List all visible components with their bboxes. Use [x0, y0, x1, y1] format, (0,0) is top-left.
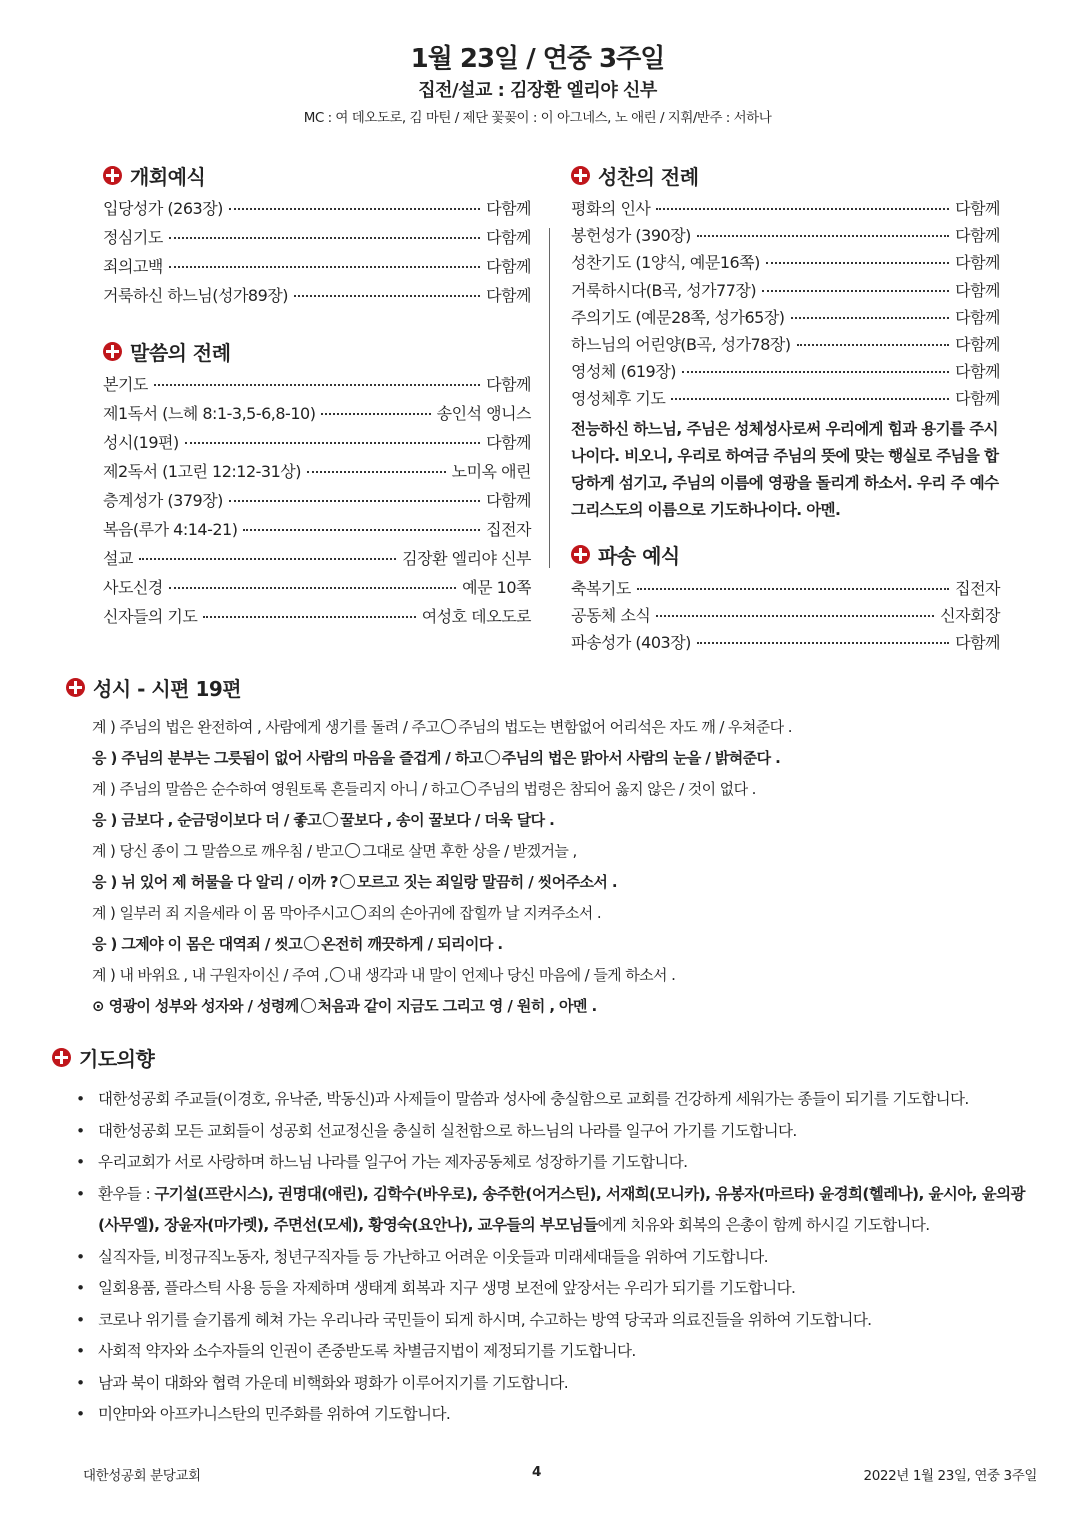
order-row [571, 332, 1000, 359]
dot-leader [139, 558, 396, 560]
order-item-person: 다함께 [486, 491, 531, 510]
order-item-person: 다함께 [955, 334, 1000, 354]
order-row [103, 283, 531, 312]
order-item-label: 층계성가 (379장) [103, 491, 223, 510]
dot-leader [697, 235, 949, 237]
order-list [571, 576, 1000, 658]
order-item-label: 영성체 (619장) [571, 362, 676, 382]
order-row [571, 223, 1000, 250]
order-list [103, 372, 531, 633]
psalm-line-second-half: 내 생각과 내 말이 언제나 당신 마음에 / 들게 하소서 . [347, 966, 676, 984]
intentions-heading [52, 1040, 1027, 1074]
intentions-section [52, 1040, 1027, 1431]
dot-leader [243, 529, 480, 531]
order-item-label: 죄의고백 [103, 257, 163, 276]
cross-icon [103, 166, 122, 185]
dot-leader [671, 398, 949, 400]
dot-leader [229, 208, 480, 210]
psalm-heading-label: 성시 - 시편 19편 [93, 676, 242, 701]
order-item-person: 다함께 [486, 433, 531, 452]
order-item-label: 입당성가 (263장) [103, 199, 223, 218]
intention-text: 에게 치유와 회복의 은총이 함께 하시길 기도합니다. [597, 1216, 930, 1234]
order-row [571, 603, 1000, 630]
dot-leader [682, 371, 949, 373]
order-item-label: 하느님의 어린양(B곡, 성가78장) [571, 334, 791, 354]
order-row [571, 196, 1000, 223]
psalm-line-first-half: 계 ) 주님의 말씀은 순수하여 영원토록 흔들리지 아니 / 하고 [92, 780, 459, 798]
page-title: 1월 23일 / 연중 3주일 [410, 44, 665, 74]
pause-circle-icon [304, 936, 319, 951]
order-item-label: 봉헌성가 (390장) [571, 226, 691, 246]
dot-leader [307, 471, 446, 473]
order-item-label: 설교 [103, 549, 133, 568]
cross-icon [52, 1048, 71, 1067]
order-row [103, 575, 531, 604]
psalm-line-first-half: 계 ) 주님의 법은 완전하여 , 사람에게 생기를 돌려 / 주고 [92, 718, 440, 736]
cross-icon [66, 678, 85, 697]
intention-item [52, 1242, 1027, 1274]
order-item-person: 다함께 [486, 286, 531, 305]
dot-leader [169, 587, 456, 589]
pause-circle-icon [330, 967, 345, 982]
order-row [571, 576, 1000, 603]
order-item-label: 평화의 인사 [571, 199, 651, 218]
order-item-label: 거룩하시다(B곡, 성가77장) [571, 280, 757, 300]
dot-leader [797, 344, 950, 346]
psalm-line-first-half: ⊙ 영광이 성부와 성자와 / 성령께 [92, 997, 299, 1015]
psalm-line [92, 712, 1026, 743]
order-item-label: 제2독서 (1고린 12:12-31상) [103, 462, 301, 481]
psalm-line-first-half: 응 ) 그제야 이 몸은 대역죄 / 씻고 [92, 935, 303, 953]
intention-text: 실직자들, 비정규직노동자, 청년구직자들 등 가난하고 어려운 이웃들과 미래세대들을 위하여 기도합니다. [98, 1247, 768, 1266]
order-item-label: 본기도 [103, 375, 148, 394]
cross-icon [571, 545, 590, 564]
dot-leader [229, 500, 480, 502]
order-item-person: 집전자 [486, 520, 531, 539]
order-row [103, 225, 531, 254]
intention-prefix: 환우들 : [98, 1184, 155, 1203]
psalm-section [66, 670, 1026, 1022]
order-item-person: 신자회장 [940, 605, 1000, 625]
cross-icon [103, 342, 122, 361]
psalm-lines [92, 712, 1026, 1022]
intention-item [52, 1084, 1027, 1116]
order-item-person: 송인석 앵니스 [436, 404, 531, 423]
intentions-list [52, 1084, 1027, 1431]
section-heading-label: 성찬의 전례 [598, 164, 699, 189]
cross-icon [571, 166, 590, 185]
intention-text: 대한성공회 주교들(이경호, 유낙준, 박동신)과 사제들이 말씀과 성사에 충실함으로 교회를 건강하게 세워가는 종들이 되기를 기도합니다. [98, 1090, 969, 1108]
intention-item [52, 1273, 1027, 1305]
pause-circle-icon [351, 905, 366, 920]
intention-item [52, 1399, 1027, 1431]
pause-circle-icon [323, 812, 338, 827]
dot-leader [169, 266, 480, 268]
psalm-line-first-half: 응 ) 뉘 있어 제 허물을 다 알리 / 이까 ? [92, 873, 339, 891]
order-item-person: 집전자 [955, 578, 1000, 598]
psalm-line [92, 960, 1026, 991]
section-heading-label: 말씀의 전례 [130, 340, 231, 365]
order-item-label: 공동체 소식 [571, 605, 651, 625]
dot-leader [637, 588, 949, 590]
order-item-person: 다함께 [955, 307, 1000, 327]
order-row [571, 386, 1000, 413]
intention-text: 코로나 위기를 슬기롭게 헤쳐 가는 우리나라 국민들이 되게 하시며, 수고하는 방역 당국과 의료진들을 위하여 기도합니다. [98, 1310, 872, 1329]
psalm-line-second-half: 주님의 법령은 참되어 옳지 않은 / 것이 없다 . [477, 780, 756, 798]
order-item-person: 다함께 [486, 228, 531, 247]
dot-leader [697, 642, 949, 644]
order-section [103, 334, 531, 633]
order-item-label: 정심기도 [103, 228, 163, 247]
intention-text: 남과 북이 대화와 협력 가운데 비핵화와 평화가 이루어지기를 기도합니다. [98, 1373, 569, 1392]
column-divider [549, 228, 550, 568]
psalm-line-second-half: 처음과 같이 지금도 그리고 영 / 원히 , 아멘 . [317, 997, 597, 1015]
dot-leader [185, 442, 480, 444]
psalm-heading [66, 670, 1026, 704]
order-item-person: 다함께 [955, 199, 1000, 218]
dot-leader [791, 317, 950, 319]
intention-text: 일회용품, 플라스틱 사용 등을 자제하며 생태계 회복과 지구 생명 보전에 앞장서는 우리가 되기를 기도합니다. [98, 1279, 796, 1297]
ministers-line: MC : 여 데오도로, 김 마틴 / 제단 꽃꽂이 : 이 아그네스, 노 애린 / 지휘/반주 : 서하나 [303, 110, 772, 126]
psalm-line-first-half: 계 ) 내 바위요 , 내 구원자이신 / 주여 , [92, 966, 329, 984]
psalm-line-second-half: 그대로 살면 후한 상을 / 받겠거늘 , [362, 842, 577, 860]
order-item-person: 다함께 [955, 226, 1000, 246]
order-list [103, 196, 531, 312]
order-item-person: 다함께 [486, 257, 531, 276]
order-item-person: 여성호 데오도로 [421, 607, 531, 626]
order-list [571, 196, 1000, 414]
order-row [103, 372, 531, 401]
pause-circle-icon [301, 998, 316, 1013]
psalm-line-first-half: 계 ) 당신 종이 그 말씀으로 깨우침 / 받고 [92, 842, 344, 860]
order-row [103, 459, 531, 488]
intention-item [52, 1368, 1027, 1400]
order-item-label: 영성체후 기도 [571, 389, 666, 409]
section-heading [103, 158, 531, 192]
psalm-line [92, 805, 1026, 836]
pause-circle-icon [340, 874, 355, 889]
dot-leader [321, 413, 430, 415]
order-item-label: 축복기도 [571, 578, 631, 598]
intention-item [52, 1116, 1027, 1148]
pause-circle-icon [485, 750, 500, 765]
footer-date: 2022년 1월 23일, 연중 3주일 [863, 1468, 1037, 1484]
order-item-person: 다함께 [955, 362, 1000, 382]
intentions-heading-label: 기도의향 [79, 1046, 155, 1071]
dot-leader [762, 290, 949, 292]
order-row [103, 488, 531, 517]
order-item-label: 거룩하신 하느님(성가89장) [103, 286, 288, 305]
intention-item [52, 1305, 1027, 1337]
footer-church: 대한성공회 분당교회 [83, 1468, 201, 1484]
psalm-line-second-half: 모르고 짓는 죄일랑 말끔히 / 씻어주소서 . [357, 873, 617, 891]
intention-text: 우리교회가 서로 사랑하며 하느님 나라를 일구어 가는 제자공동체로 성장하기를 기도합니다. [98, 1153, 688, 1171]
order-section [571, 158, 1000, 524]
order-row [103, 254, 531, 283]
intention-text: 대한성공회 모든 교회들이 성공회 선교정신을 충실히 실천함으로 하느님의 나라를 일구어 가기를 기도합니다. [98, 1121, 797, 1140]
order-item-label: 주의기도 (예문28쪽, 성가65장) [571, 307, 785, 327]
order-row [571, 630, 1000, 657]
order-item-label: 복음(루가 4:14-21) [103, 520, 238, 539]
celebrant-line: 집전/설교 : 김장환 엘리야 신부 [418, 80, 657, 101]
section-heading-label: 개회예식 [130, 164, 206, 189]
psalm-line-first-half: 계 ) 일부러 죄 지을세라 이 몸 막아주시고 [92, 904, 349, 922]
order-row [103, 401, 531, 430]
order-row [103, 430, 531, 459]
psalm-line [92, 774, 1026, 805]
psalm-line [92, 991, 1026, 1022]
intention-names: 구기설(프란시스), 권명대(애린), 김학수(바우로), 송주한(어거스틴), 서재희(모니카), 유봉자(마르타) 윤경희(헬레나), 윤시아, 윤의광(사무엘), 장윤자(마가렛), 주면선(모세), 황영숙(요안나), 교우들의 부모님들 [98, 1184, 1025, 1234]
dot-leader [203, 616, 415, 618]
order-item-person: 다함께 [486, 375, 531, 394]
order-item-person: 다함께 [955, 632, 1000, 652]
intention-text: 사회적 약자와 소수자들의 인권이 존중받도록 차별금지법이 제정되기를 기도합니다. [98, 1342, 636, 1360]
order-item-person: 다함께 [955, 280, 1000, 300]
order-item-person: 다함께 [955, 253, 1000, 273]
dot-leader [154, 384, 480, 386]
footer-page-number: 4 [532, 1464, 541, 1480]
psalm-line-second-half: 주님의 법도는 변함없어 어리석은 자도 깨 / 우쳐준다 . [458, 718, 792, 736]
order-item-person: 다함께 [486, 199, 531, 218]
order-row [103, 517, 531, 546]
psalm-line-first-half: 응 ) 주님의 분부는 그릇됨이 없어 사람의 마음을 즐겁게 / 하고 [92, 749, 483, 767]
order-item-label: 신자들의 기도 [103, 607, 198, 626]
psalm-line [92, 867, 1026, 898]
psalm-line-first-half: 응 ) 금보다 , 순금덩이보다 더 / 좋고 [92, 811, 322, 829]
section-heading-label: 파송 예식 [598, 544, 680, 568]
intention-item [52, 1179, 1027, 1242]
order-item-label: 사도신경 [103, 578, 163, 597]
intention-item [52, 1336, 1027, 1368]
dot-leader [169, 237, 480, 239]
right-column [571, 158, 1000, 657]
psalm-line [92, 743, 1026, 774]
order-item-person: 김장환 엘리야 신부 [402, 549, 531, 568]
order-row [571, 278, 1000, 305]
order-item-label: 파송성가 (403장) [571, 632, 691, 652]
psalm-line-second-half: 꿀보다 , 송이 꿀보다 / 더욱 달다 . [340, 811, 555, 829]
order-item-label: 성시(19편) [103, 433, 179, 452]
order-row [103, 604, 531, 633]
psalm-line [92, 929, 1026, 960]
psalm-line [92, 836, 1026, 867]
dot-leader [294, 295, 480, 297]
section-heading [571, 158, 1000, 192]
dot-leader [656, 208, 949, 210]
pause-circle-icon [441, 719, 456, 734]
dot-leader [766, 262, 949, 264]
section-heading [571, 538, 1000, 572]
section-heading [103, 334, 531, 368]
order-row [103, 196, 531, 225]
order-item-person: 다함께 [955, 389, 1000, 409]
psalm-line [92, 898, 1026, 929]
post-communion-prayer: 전능하신 하느님, 주님은 성체성사로써 우리에게 힘과 용기를 주시나이다. 비오니, 우리로 하여금 주님의 뜻에 맞는 행실로 주님을 합당하게 섬기고, 주님의 이름에 영광을 돌리게 하소서. 우리 주 예수 그리스도의 이름으로 기도하나이다. 아멘. [571, 419, 999, 519]
order-item-label: 제1독서 (느헤 8:1-3,5-6,8-10) [103, 404, 316, 423]
pause-circle-icon [461, 781, 476, 796]
left-column [103, 158, 531, 633]
order-row [103, 546, 531, 575]
order-item-person: 예문 10쪽 [462, 578, 531, 597]
order-row [571, 250, 1000, 277]
pause-circle-icon [345, 843, 360, 858]
page-header [0, 42, 1075, 128]
psalm-line-second-half: 죄의 손아귀에 잡힐까 날 지켜주소서 . [367, 904, 602, 922]
order-item-label: 성찬기도 (1양식, 예문16쪽) [571, 253, 760, 273]
psalm-line-second-half: 온전히 깨끗하게 / 되리이다 . [321, 935, 503, 953]
order-section [103, 158, 531, 312]
psalm-line-second-half: 주님의 법은 맑아서 사람의 눈을 / 밝혀준다 . [501, 749, 781, 767]
order-row [571, 305, 1000, 332]
order-item-person: 노미옥 애린 [451, 462, 531, 481]
order-section [571, 538, 1000, 658]
intention-text: 미얀마와 아프카니스탄의 민주화를 위하여 기도합니다. [98, 1405, 451, 1423]
dot-leader [656, 615, 934, 617]
intention-item [52, 1147, 1027, 1179]
order-row [571, 359, 1000, 386]
